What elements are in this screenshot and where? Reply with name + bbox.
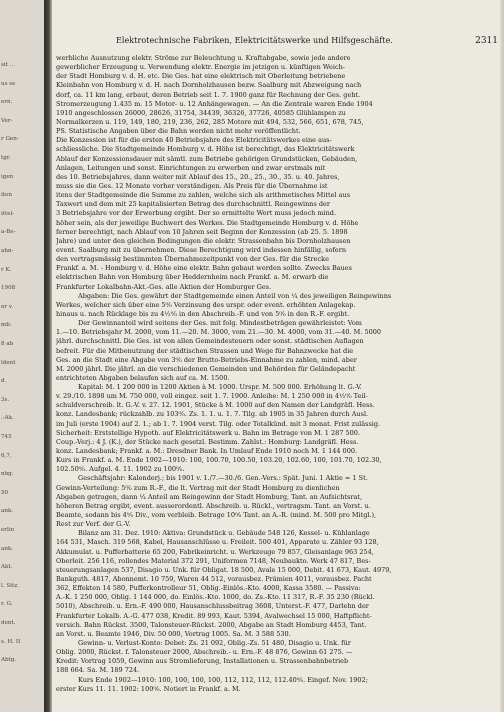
text-line: Abgaben: Die Ges. gewährt der Stadtgemeinde einen Anteil von ¹⁄₄ des jeweiligen Reingewinns <box>78 291 392 300</box>
text-line: Rest zur Verf. der G.-V. <box>56 520 131 529</box>
text-line: muss sie die Ges. 12 Monate vorher verständigen. Als Preis für die Übernahme ist <box>56 181 328 190</box>
text-line: Stromerzeugung 1.435 m. 15 Motor- u. 12 Anhängewagen. — An die Zentrale waren Ende 1904 <box>56 99 373 108</box>
previous-page-fragment: l. Sitz. <box>1 582 19 589</box>
previous-page-fragment: ank. <box>1 545 14 552</box>
text-line: dorf, ca. 11 km lang, erbaut, deren Betrieb seit 1. 7. 1900 ganz für Rechnung der Ges. geht. <box>56 90 361 99</box>
previous-page-fragment: dent. <box>1 620 16 626</box>
previous-page-edge <box>0 0 44 712</box>
text-line: Bilanz am 31. Dez. 1910: Aktiva: Grundstück u. Gebäude 548 126, Kessel- u. Kühlanlage <box>78 529 370 538</box>
text-line: Jahre) und unter den gleichen Bedingungen die elektr. Strassenbahn bis Dornholzhausen <box>56 236 351 245</box>
text-line: Ges. an die Stadt eine Abgabe von 3⁰⁄₀ der Brutto-Betriebs-Einnahme zu zahlen, mind. aber <box>56 355 357 364</box>
previous-page-fragment: ank. <box>1 508 14 515</box>
text-line: des 10. Betriebsjahres, dann weiter mit Ablauf des 15., 20., 25., 30., 35. u. 40. Jahres, <box>56 172 340 181</box>
text-line: werbliche Ausnutzung elektr. Ströme zur Beleuchtung u. Kraftabgabe, sowie jede andere <box>56 54 351 62</box>
page-body-text <box>56 54 500 704</box>
text-line: befreit. Für die Mitbenutzung der städtischen Strassen und Wege für Bahnzwecke hat die <box>56 346 354 355</box>
text-line: Ablauf der Konzessionsdauer mit sämtl. zum Betriebe gehörigen Grundstücken, Gebäuden, <box>56 154 358 163</box>
text-line: erster Kurs 11. 11. 1902: 100⁰⁄₀. Notiert in Frankf. a. M. <box>56 684 241 693</box>
previous-page-fragment: 745 <box>1 434 12 440</box>
previous-page-fragment: igen <box>1 173 14 180</box>
text-line: Abgaben getragen, dann ¹⁄₄ Anteil am Reingewinn der Stadt Homburg, Tant. an Aufsichtsrat, <box>56 492 363 501</box>
text-line: Oblig. 2000, Rückst. f. Talonsteuer 2000, Abschreib.- u. Ern.-F. 48 876, Gewinn 61 275. — <box>56 648 353 657</box>
text-line: jährl. durchschnittl. Die Ges. ist von allen Gemeindesteuern oder sonst. städtischen Auflagen <box>56 337 364 346</box>
previous-page-fragment: ern. <box>1 99 13 106</box>
previous-page-fragment: Ver- <box>1 117 13 124</box>
text-line: Frankfurter Lokalbahn-Akt.-Ges. alle Aktien der Homburger Ges. <box>56 282 272 291</box>
text-line: Kapital: M. 1 200 000 in 1200 Aktien à M. 1000. Urspr. M. 500 000. Erhöhung lt. G.-V. <box>78 383 362 392</box>
previous-page-fragment: 8 ab <box>1 341 14 347</box>
text-line: Coup.-Verj.: 4 J. (K.), der Stücke nach gesetzl. Bestimm. Zahlst.: Homburg: Landgräfl. Hess. <box>56 437 359 446</box>
text-line: Taxwert und dem mit 25 kapitalisierten Betrag des durchschnittl. Reingewinns der <box>56 200 330 209</box>
text-line: höher sein, als der jeweilige Buchwert des Werkes. Die Stadtgemeinde Homburg v. d. Höhe <box>56 218 359 227</box>
running-title: Elektrotechnische Fabriken, Elektricitätswerke und Hilfsgeschäfte. <box>116 36 393 45</box>
previous-page-fragment: mb. <box>1 322 12 329</box>
text-line: Kleinbahn von Homburg v. d. H. nach Dornholzhausen bezw. Saalburg mit Abzweigung nach <box>56 81 362 90</box>
page-number: 2311 <box>475 36 498 46</box>
text-line: 1910 angeschlossen 26000, 28626, 31754, 34439, 36326, 37726, 40585 Glühlampen zu <box>56 108 346 117</box>
text-line: im Juli (erste 1904) auf 2. 1.; ab 1. 7. 1904 verst. Tilg. oder Totalkünd. mit 3 monat. Frist zulässig. <box>56 419 381 428</box>
text-line: gewerblicher Erzeugung u. Verwendung elektr. Energie im jetzigen u. künftigen Weich- <box>56 63 346 72</box>
previous-page-fragment: ldent <box>1 359 16 366</box>
previous-page-fragment: 50 <box>1 489 9 496</box>
text-line: versich. Bahn Rückst. 3500, Talonsteuer-Rückst. 2000, Abgabe an Stadt Homburg 4453, Tant. <box>56 620 367 629</box>
previous-page-fragment: iten <box>1 192 12 199</box>
text-line: konz. Landesbank; Frankf. a. M.: Dresdner Bank. In Umlauf Ende 1910 noch M. 1 144 000. <box>56 447 358 456</box>
text-line: itens der Stadtgemeinde die Summe zu zahlen, welche sich als arithmetisches Mittel aus <box>56 191 351 200</box>
previous-page-fragment: ahn- <box>1 248 14 254</box>
previous-page-fragment: r. G. <box>1 601 13 608</box>
text-line: Frankfurter Lokalb. A.-G. 477 038, Kredit. 89 993, Kaut. 5394, Avalwechsel 15 000, Haftpflicht- <box>56 611 372 620</box>
text-line: den vertragsmässig bestimmten Übernahmezeitpunkt von der Ges. für die Strecke <box>56 255 329 264</box>
text-line: Geschäftsjahr: Kalenderj.; bis 1901 v. 1./7.—30./6. Gen.-Vers.: Spät. Juni. 1 Aktie = 1 St. <box>78 474 368 483</box>
previous-page-fragment: 1908 <box>1 285 16 292</box>
text-line: Frankf. a. M. - Homburg v. d. Höhe eine elektr. Bahn gebaut werden sollte. Zwecks Baues <box>56 264 352 273</box>
text-line: 362, Effekten 14 580, Pufferkontrolleur 51, Oblig.-Einlös.-Kto. 4000, Kassa 3580. — Passiva: <box>56 584 361 593</box>
page-header <box>52 36 504 48</box>
text-line: der Stadt Homburg v. d. H. etc. Die Ges. hat eine elektrisch mit Oberleitung betriebene <box>56 72 346 81</box>
text-line: v. 29./10. 1898 um M. 750 000, voll eingez. seit 1. 7. 1900. Anleihe: M. 1 250 000 in 4¹⁄₂⁰⁄₀ Teil- <box>56 392 368 401</box>
previous-page-fragment: 6,7, <box>1 452 12 459</box>
text-line: A.-K. 1 250 000, Oblig. 1 144 000, do. Einlös.-Kto. 1000, do. Zs.-Kto. 11 317, R.-F. 35 230 (Rückl. <box>56 593 375 602</box>
text-line: PS. Statistische Angaben über die Bahn werden nicht mehr veröffentlicht. <box>56 127 301 136</box>
text-line: Kurs Ende 1902—1910: 100, 100, 100, 100, 112, 112, 112, 112.40⁰⁄₀. Eingef. Nov. 1902; <box>78 675 368 684</box>
text-line: hinaus u. nach Rücklage bis zu 4¹⁄₂⁰⁄₀ in den Abschreib.-F. und von 5⁰⁄₀ in den R.-F. ergibt. <box>56 309 350 318</box>
previous-page-fragment: nbg. <box>1 471 14 478</box>
text-line: 1.—10. Betriebsjahr M. 2000, vom 11.—20. M. 3000, vom 21.—30. M. 4000, vom 31.—40. M. 5000 <box>56 328 382 337</box>
text-line: Oberleit. 256 116, rollendes Material 372 291, Uniformen 7148, Neubaukto. Werk 47 817, Bes- <box>56 556 371 565</box>
text-line: Akkumulat. u. Pufferbatterie 65 200, Fabrikeinricht. u. Werkzeuge 79 857, Gleisanlage 963 254, <box>56 547 374 556</box>
text-line: ferner berechtigt, nach Ablauf von 10 Jahren seit Beginn der Konzession (ab 25. 5. 1898 <box>56 227 348 236</box>
text-line: 188 664. Sa. M. 189 724. <box>56 666 140 675</box>
document-page <box>52 0 504 712</box>
text-line: Sicherheit: Erststellige Hypoth. auf Elektricitätswerk u. Bahn im Betrage von M. 1 287 500. <box>56 428 360 437</box>
previous-page-fragment: r K. <box>1 266 12 273</box>
text-line: Anlagen, Leitungen und sonst. Einrichtungen zu erwerben und zwar erstmals mit <box>56 163 326 172</box>
text-line: Normalkerzen u. 119, 149, 180, 219, 236, 262, 285 Motore mit 494, 532, 566, 651, 678, 745, <box>56 117 364 126</box>
text-line: Gewinn- u. Verlust-Konto: Debet: Zs. 21 092, Oblig.-Zs. 51 480, Disagio u. Unk. für <box>78 639 351 647</box>
text-line: M. 2000 jährl. Die jährl. an die verschiedenen Gemeinden und Behörden für Geländepacht <box>56 364 356 373</box>
previous-page-fragment: a-Be- <box>1 229 16 236</box>
text-line: konz. Landesbank; rückzahlb. zu 103⁰⁄₀. Zs. 1. 1. u. 1. 7. Tilg. ab 1905 in 35 Jahren durch Ausl. <box>56 410 369 419</box>
previous-page-fragment: s. H. II <box>1 638 21 645</box>
text-line: Kurs in Frankf. a. M. Ende 1902—1910: 100, 100.70, 100.50, 103.20, 102.60, 100, 101.70, 102.30, <box>56 456 382 465</box>
book-gutter <box>44 0 52 712</box>
text-line: elektrischen Bahn von Homburg über Heddernheim nach Frankf. a. M. erwarb die <box>56 273 329 282</box>
text-line: Bankguth. 4817, Abonnemt. 10 759, Waren 44 512, vorausbez. Prämien 4011, vorausbez. Pacht <box>56 575 372 584</box>
text-line: 102.50⁰⁄₀. Aufgel. 4. 11. 1902 zu 100⁰⁄₀. <box>56 465 185 474</box>
text-line: Die Konzession ist für die ersten 40 Betriebsjahre des Elektricitätswerkes eine aus- <box>56 136 332 145</box>
text-line: Werkes, welcher sich über eine 5⁰⁄₀ Verzinsung des urspr. oder event. erhöhten Anlagekap. <box>56 300 356 309</box>
text-line: schuldverschreib. lt. G.-V. v. 27. 12. 1901, Stücke à M. 1000 auf den Namen der Landgräfl. Hess. <box>56 401 375 410</box>
text-line: 5010), Abschreib. u. Ern.-F. 490 000, Hausanschlussbeitrag 3608, Unterst.-F. 477, Darlehn der <box>56 602 369 611</box>
text-line: höheren Betrag ergibt, event. ausserordentl. Abschreib. u. Rückl., vertragsm. Tant. an Vorst. u. <box>56 501 371 510</box>
text-line: 164 531, Masch. 319 568, Kabel, Hausanschlüsse u. Freileit. 500 401, Apparate u. Zähler 93 128, <box>56 538 379 547</box>
text-line: Gewinn-Verteilung: 5⁰⁄₀ zum R.-F., die lt. Vertrag mit der Stadt Homburg zu dienlichen <box>56 483 340 492</box>
previous-page-fragment: d. <box>1 378 7 385</box>
previous-page-fragment: er v. <box>1 303 14 310</box>
text-line: an Vorst. u. Beamte 1946, Div. 50 000, Vortrag 1005. Sa. M. 3 588 530. <box>56 629 291 638</box>
text-line: schliessliche. Die Stadtgemeinde Homburg v. d. Höhe ist berechtigt, das Elektricitätswerk <box>56 145 355 154</box>
previous-page-fragment: Akt. <box>1 564 13 571</box>
text-line: event. Saalburg mit zu übernehmen. Diese Berechtigung wird indessen hinfällig, sofern <box>56 245 347 254</box>
previous-page-fragment: sit ... <box>1 62 16 68</box>
previous-page-fragment: tgr. <box>1 155 11 161</box>
page-edge-shading <box>500 0 504 712</box>
previous-page-fragment: 3s. <box>1 396 10 403</box>
text-line: entrichteten Abgaben belaufen sich auf ca. M. 1500. <box>56 373 230 382</box>
text-line: Kredit: Vortrag 1059, Gewinn aus Stromlieferung, Installationen u. Strassenbahnbetrieb <box>56 657 349 666</box>
text-line: Beamte, sodann bis 4⁰⁄₀ Div., vom verbleib. Betrage 10⁰⁄₀ Tant. an A.-R. (mind. M. 500 pro Mitgl.), <box>56 511 377 520</box>
text-line: 3 Betriebsjahre vor der Erwerbung ergibt. Der so ermittelte Wert muss jedoch mind. <box>56 209 337 218</box>
previous-page-fragment: .-Ak. <box>1 415 14 422</box>
previous-page-fragment: Abtg. <box>1 657 17 664</box>
previous-page-fragment: erlin <box>1 527 15 533</box>
text-line: steuerungsanlagen 537, Disagio u. Unk. für Obligat. 18 500, Avale 15 000, Debit. 41 673, Kaut. 4979, <box>56 565 392 574</box>
previous-page-fragment: r Gen- <box>1 136 19 143</box>
previous-page-fragment: ittel- <box>1 210 15 217</box>
text-line: Der Gewinnanteil wird seitens der Ges. mit folg. Mindestbeträgen gewährleistet: Vom <box>78 319 362 328</box>
previous-page-fragment: us se <box>1 80 16 87</box>
